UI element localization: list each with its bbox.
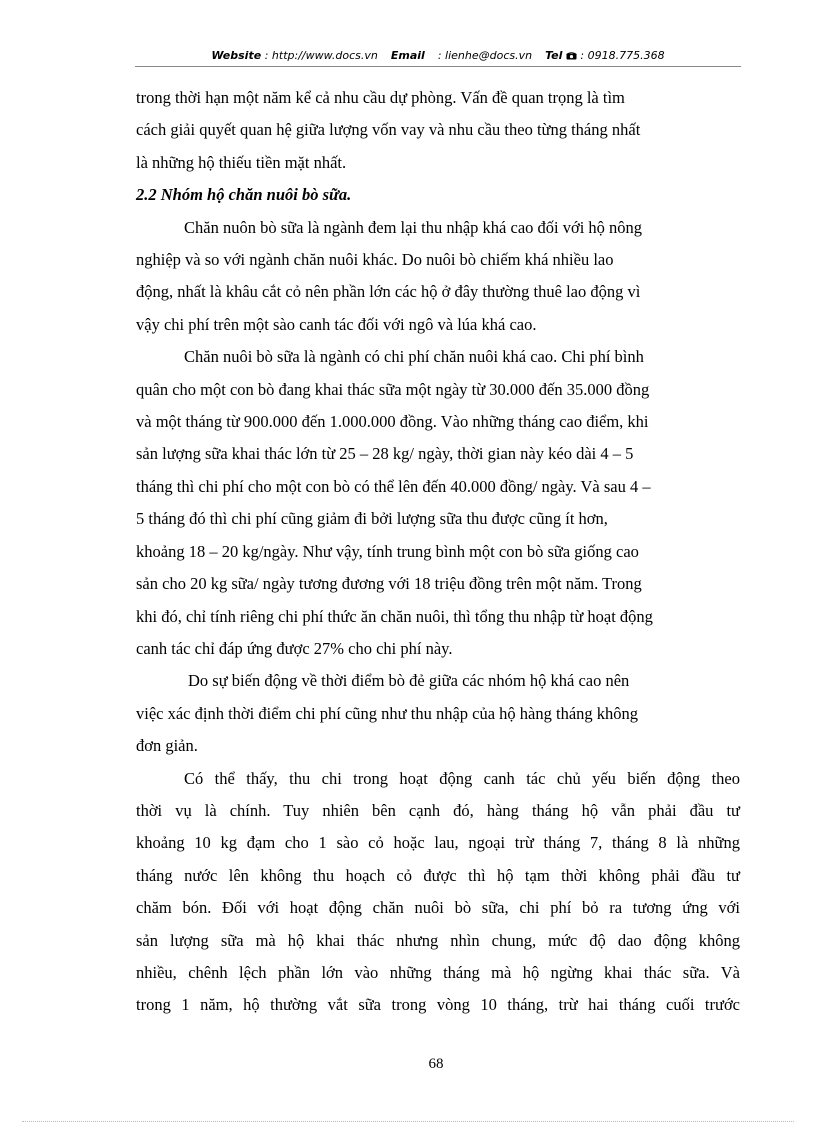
page-header: [135, 48, 741, 64]
website-separator: :: [264, 49, 269, 62]
text-line: nhiều, chênh lệch phần lớn vào những tháng mà hộ ngừng khai thác sữa. Và: [136, 962, 740, 982]
text-line: Có thể thấy, thu chi trong hoạt động canh tác chủ yếu biến động theo: [184, 768, 740, 788]
section-heading: 2.2 Nhóm hộ chăn nuôi bò sữa.: [136, 185, 352, 205]
text-line: khoảng 18 – 20 kg/ngày. Như vậy, tính trung bình một con bò sữa giống cao: [136, 541, 639, 561]
text-line: chăm bón. Đối với hoạt động chăn nuôi bò sữa, chi phí bỏ ra tương ứng với: [136, 898, 740, 918]
text-line: là những hộ thiếu tiền mặt nhất.: [136, 152, 347, 172]
paragraph-continued: [136, 82, 740, 179]
email-value[interactable]: lienhe@docs.vn: [445, 49, 533, 62]
text-line: tháng nước lên không thu hoạch cỏ được thì hộ tạm thời không phải đầu tư: [136, 865, 740, 885]
email-label: Email: [390, 49, 425, 62]
document-body: [136, 82, 740, 1022]
text-line: nghiệp và so với ngành chăn nuôi khác. Do nuôi bò chiếm khá nhiều lao: [136, 250, 614, 270]
text-line: trong thời hạn một năm kể cả nhu cầu dự phòng. Vấn đề quan trọng là tìm: [136, 88, 625, 107]
website-label: Website: [211, 49, 262, 62]
text-line: vậy chi phí trên một sào canh tác đối với ngô và lúa khá cao.: [136, 314, 537, 334]
text-line: động, nhất là khâu cắt cỏ nên phần lớn các hộ ở đây thường thuê lao động vì: [136, 282, 641, 302]
header-divider: [135, 66, 741, 67]
text-line: việc xác định thời điểm chi phí cũng như thu nhập của hộ hàng tháng không: [136, 703, 639, 723]
paragraph: [136, 665, 740, 762]
footer-divider: [22, 1121, 794, 1122]
website-url[interactable]: http://www.docs.vn: [271, 49, 378, 62]
text-line: đơn giản.: [136, 736, 198, 756]
text-line: sản cho 20 kg sữa/ ngày tương đương với 18 triệu đồng trên một năm. Trong: [136, 574, 642, 594]
tel-value: : 0918.775.368: [580, 49, 665, 62]
text-line: thời vụ là chính. Tuy nhiên bên cạnh đó, hàng tháng hộ vẫn phải đầu tư: [136, 800, 740, 820]
email-separator: :: [437, 49, 442, 62]
text-line: và một tháng từ 900.000 đến 1.000.000 đồng. Vào những tháng cao điểm, khi: [136, 412, 649, 432]
telephone-icon: [566, 51, 577, 60]
paragraph: [136, 763, 740, 1022]
text-line: khoảng 10 kg đạm cho 1 sào cỏ hoặc lau, ngoại trừ tháng 7, tháng 8 là những: [136, 833, 740, 853]
text-line: canh tác chỉ đáp ứng được 27% cho chi phí này.: [136, 638, 453, 658]
text-line: Do sự biến động về thời điểm bò đẻ giữa các nhóm hộ khá cao nên: [188, 671, 630, 691]
paragraph: [136, 341, 740, 665]
text-line: sản lượng sữa khai thác lớn từ 25 – 28 kg/ ngày, thời gian này kéo dài 4 – 5: [136, 444, 634, 464]
paragraph: [136, 212, 740, 342]
page-number: 68: [428, 1056, 444, 1072]
text-line: tháng thì chi phí cho một con bò có thể lên đến 40.000 đồng/ ngày. Và sau 4 –: [136, 476, 651, 496]
text-line: Chăn nuôi bò sữa là ngành có chi phí chăn nuôi khá cao. Chi phí bình: [184, 347, 644, 367]
tel-label: Tel: [545, 49, 563, 62]
text-line: Chăn nuôn bò sữa là ngành đem lại thu nhập khá cao đối với hộ nông: [184, 217, 643, 237]
text-line: trong 1 năm, hộ thường vắt sữa trong vòng 10 tháng, trừ hai tháng cuối trước: [136, 995, 740, 1015]
text-line: cách giải quyết quan hệ giữa lượng vốn vay và nhu cầu theo từng tháng nhất: [136, 120, 641, 140]
text-line: sản lượng sữa mà hộ khai thác nhưng nhìn chung, mức độ dao động không: [136, 930, 740, 950]
text-line: 5 tháng đó thì chi phí cũng giảm đi bởi lượng sữa thu được cũng ít hơn,: [136, 509, 608, 529]
text-line: quân cho một con bò đang khai thác sữa một ngày từ 30.000 đến 35.000 đồng: [136, 379, 650, 399]
text-line: khi đó, chỉ tính riêng chi phí thức ăn chăn nuôi, thì tổng thu nhập từ hoạt động: [136, 606, 653, 626]
